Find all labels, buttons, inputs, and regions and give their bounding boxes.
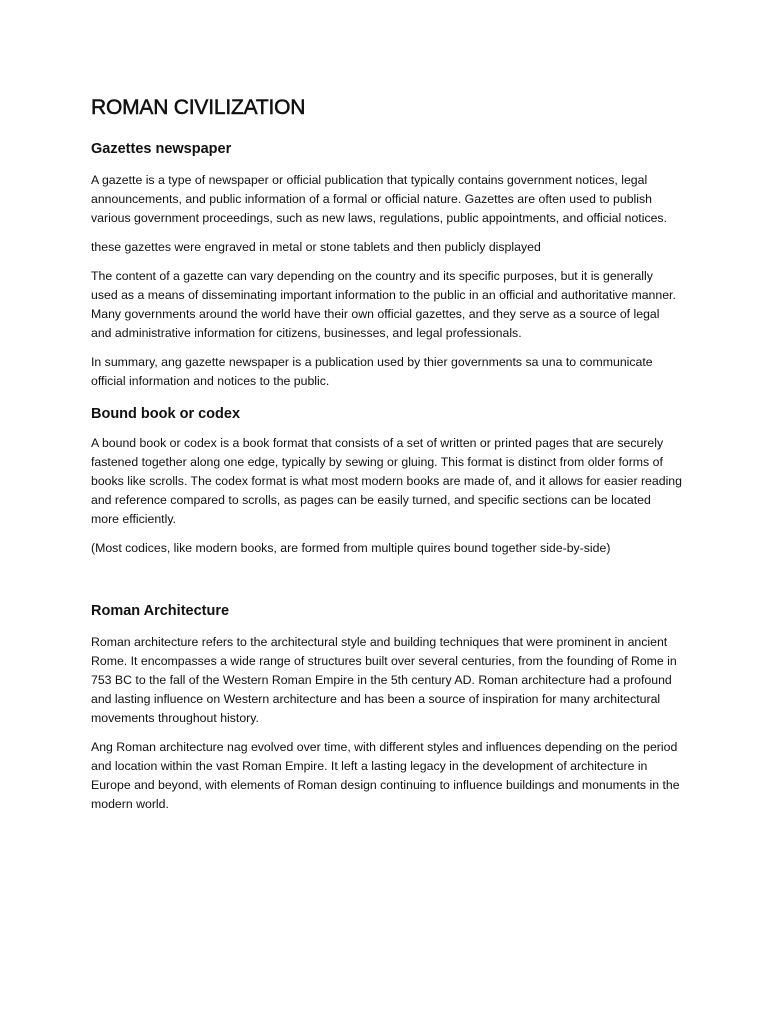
section-gazettes: [91, 139, 682, 391]
paragraph-architecture-definition: Roman architecture refers to the architectural style and building techniques that were prominent in ancient Rome. It encompasses a wide range of structures built over several centuries, from the founding of Rome in 753 BC to the fall of the Western Roman Empire in the 5th century AD. Roman architecture had a profound and lasting influence on Western architecture and has been a source of inspiration for many architectural movements throughout history.: [91, 635, 677, 725]
section-heading-gazettes: Gazettes newspaper: [91, 141, 232, 157]
paragraph-gazettes-definition: A gazette is a type of newspaper or official publication that typically contains government notices, legal announcements, and public information of a formal or official nature. Gazettes are often used to publish various government proceedings, such as new laws, regulations, public appointments, and official notices.: [91, 173, 668, 225]
section-heading-architecture: Roman Architecture: [91, 603, 230, 619]
section-architecture: [91, 601, 682, 814]
paragraph-codex-definition: A bound book or codex is a book format that consists of a set of written or printed pages that are securely fastened together along one edge, typically by sewing or gluing. This format is distinct from older forms of books like scrolls. The codex format is what most modern books are made of, and it allows for easier reading and reference compared to scrolls, as pages can be easily turned, and specific sections can be located more efficiently.: [91, 436, 682, 526]
document-title: ROMAN CIVILIZATION: [91, 96, 306, 119]
section-heading-codex: Bound book or codex: [91, 406, 241, 422]
paragraph-codex-quires: (Most codices, like modern books, are formed from multiple quires bound together side-by-side): [91, 541, 611, 555]
paragraph-gazettes-tablets: these gazettes were engraved in metal or stone tablets and then publicly displayed: [91, 240, 541, 254]
paragraph-architecture-legacy: Ang Roman architecture nag evolved over time, with different styles and influences depending on the period and location within the vast Roman Empire. It left a lasting legacy in the development of architecture in Europe and beyond, with elements of Roman design continuing to influence buildings and monuments in the modern world.: [91, 740, 680, 811]
section-codex: [91, 404, 682, 558]
paragraph-gazettes-summary: In summary, ang gazette newspaper is a publication used by thier governments sa una to communicate official information and notices to the public.: [91, 355, 653, 388]
section-spacer: [91, 568, 682, 601]
paragraph-gazettes-content: The content of a gazette can vary depending on the country and its specific purposes, but it is generally used as a means of disseminating important information to the public in an official and authoritative manner. Many governments around the world have their own official gazettes, and they serve as a source of legal and administrative information for citizens, businesses, and legal professionals.: [91, 269, 676, 340]
